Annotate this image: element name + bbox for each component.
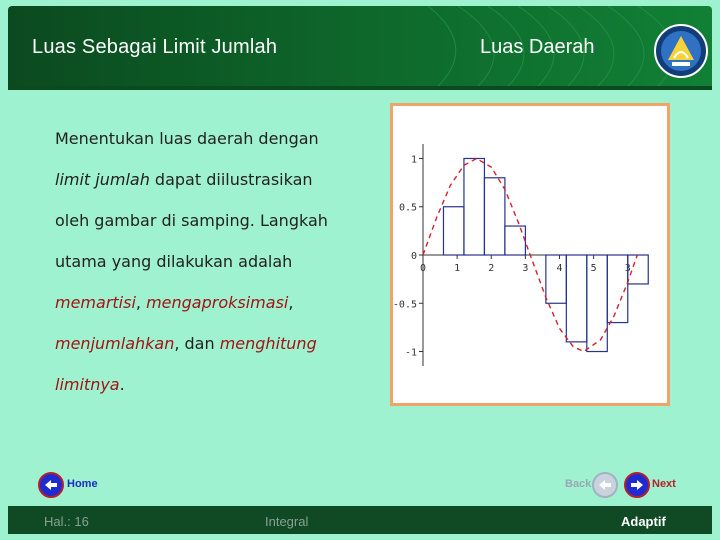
sentence-end: . [119, 375, 125, 394]
x-tick-label: 5 [590, 263, 597, 274]
content-paragraph [55, 118, 385, 405]
content-line-4: utama yang dilakukan adalah [55, 252, 293, 271]
x-tick-label: 0 [419, 263, 427, 274]
approximation-rectangle [484, 178, 504, 255]
home-label[interactable]: Home [67, 478, 98, 490]
y-tick-label: -1 [404, 347, 417, 359]
content-line-1: Menentukan luas daerah dengan [55, 129, 319, 148]
term-limitnya: limitnya [55, 375, 120, 394]
header-underline [8, 86, 712, 90]
approximation-rectangle [464, 158, 484, 255]
term-menghitung: menghitung [219, 334, 317, 353]
tut-wuri-logo-icon [654, 20, 708, 82]
approximation-rectangle [505, 226, 525, 255]
y-tick-label: 0.5 [398, 202, 417, 214]
approximation-rectangle [566, 255, 586, 342]
header-bar [8, 6, 712, 86]
page-title: Luas Sebagai Limit Jumlah [32, 36, 278, 58]
separator-1: , [135, 293, 147, 312]
back-button[interactable] [592, 472, 618, 498]
term-memartisi: memartisi [55, 293, 136, 312]
separator-2: , [288, 293, 294, 312]
next-label[interactable]: Next [652, 478, 676, 490]
topic-label: Integral [265, 514, 309, 529]
next-button[interactable] [624, 472, 650, 498]
y-tick-label: 1 [410, 154, 417, 166]
x-tick-label: 3 [522, 263, 529, 274]
approximation-rectangle [628, 255, 648, 284]
content-line-6 [55, 323, 385, 364]
y-tick-label: 0 [410, 251, 417, 262]
x-tick-label: 3 [624, 263, 631, 274]
term-limit-jumlah: limit jumlah [55, 170, 150, 189]
content-line-5 [55, 282, 385, 323]
next-arrow-icon [626, 474, 648, 496]
content-line-2 [55, 159, 385, 200]
term-menjumlahkan: menjumlahkan [55, 334, 175, 353]
footer-bar [8, 506, 712, 534]
x-tick-label: 2 [488, 263, 495, 274]
riemann-sum-chart [393, 106, 667, 403]
back-arrow-icon [40, 474, 62, 496]
content-line-2-rest: dapat diilustrasikan [149, 170, 313, 189]
page-number: Hal.: 16 [44, 514, 89, 529]
brand-label: Adaptif [621, 514, 666, 529]
y-tick-label: -0.5 [393, 299, 417, 311]
content-line-7 [55, 364, 385, 405]
approximation-rectangle [443, 207, 463, 255]
x-tick-label: 1 [454, 263, 461, 274]
content-line-3: oleh gambar di samping. Langkah [55, 211, 328, 230]
home-button[interactable] [38, 472, 64, 498]
term-mengaproksimasi: mengaproksimasi [146, 293, 289, 312]
back-arrow-icon [594, 474, 616, 496]
chart-frame [390, 103, 670, 406]
x-tick-label: 4 [556, 263, 563, 274]
section-title: Luas Daerah [480, 36, 595, 58]
separator-3: , dan [174, 334, 220, 353]
back-label[interactable]: Back [565, 478, 592, 490]
